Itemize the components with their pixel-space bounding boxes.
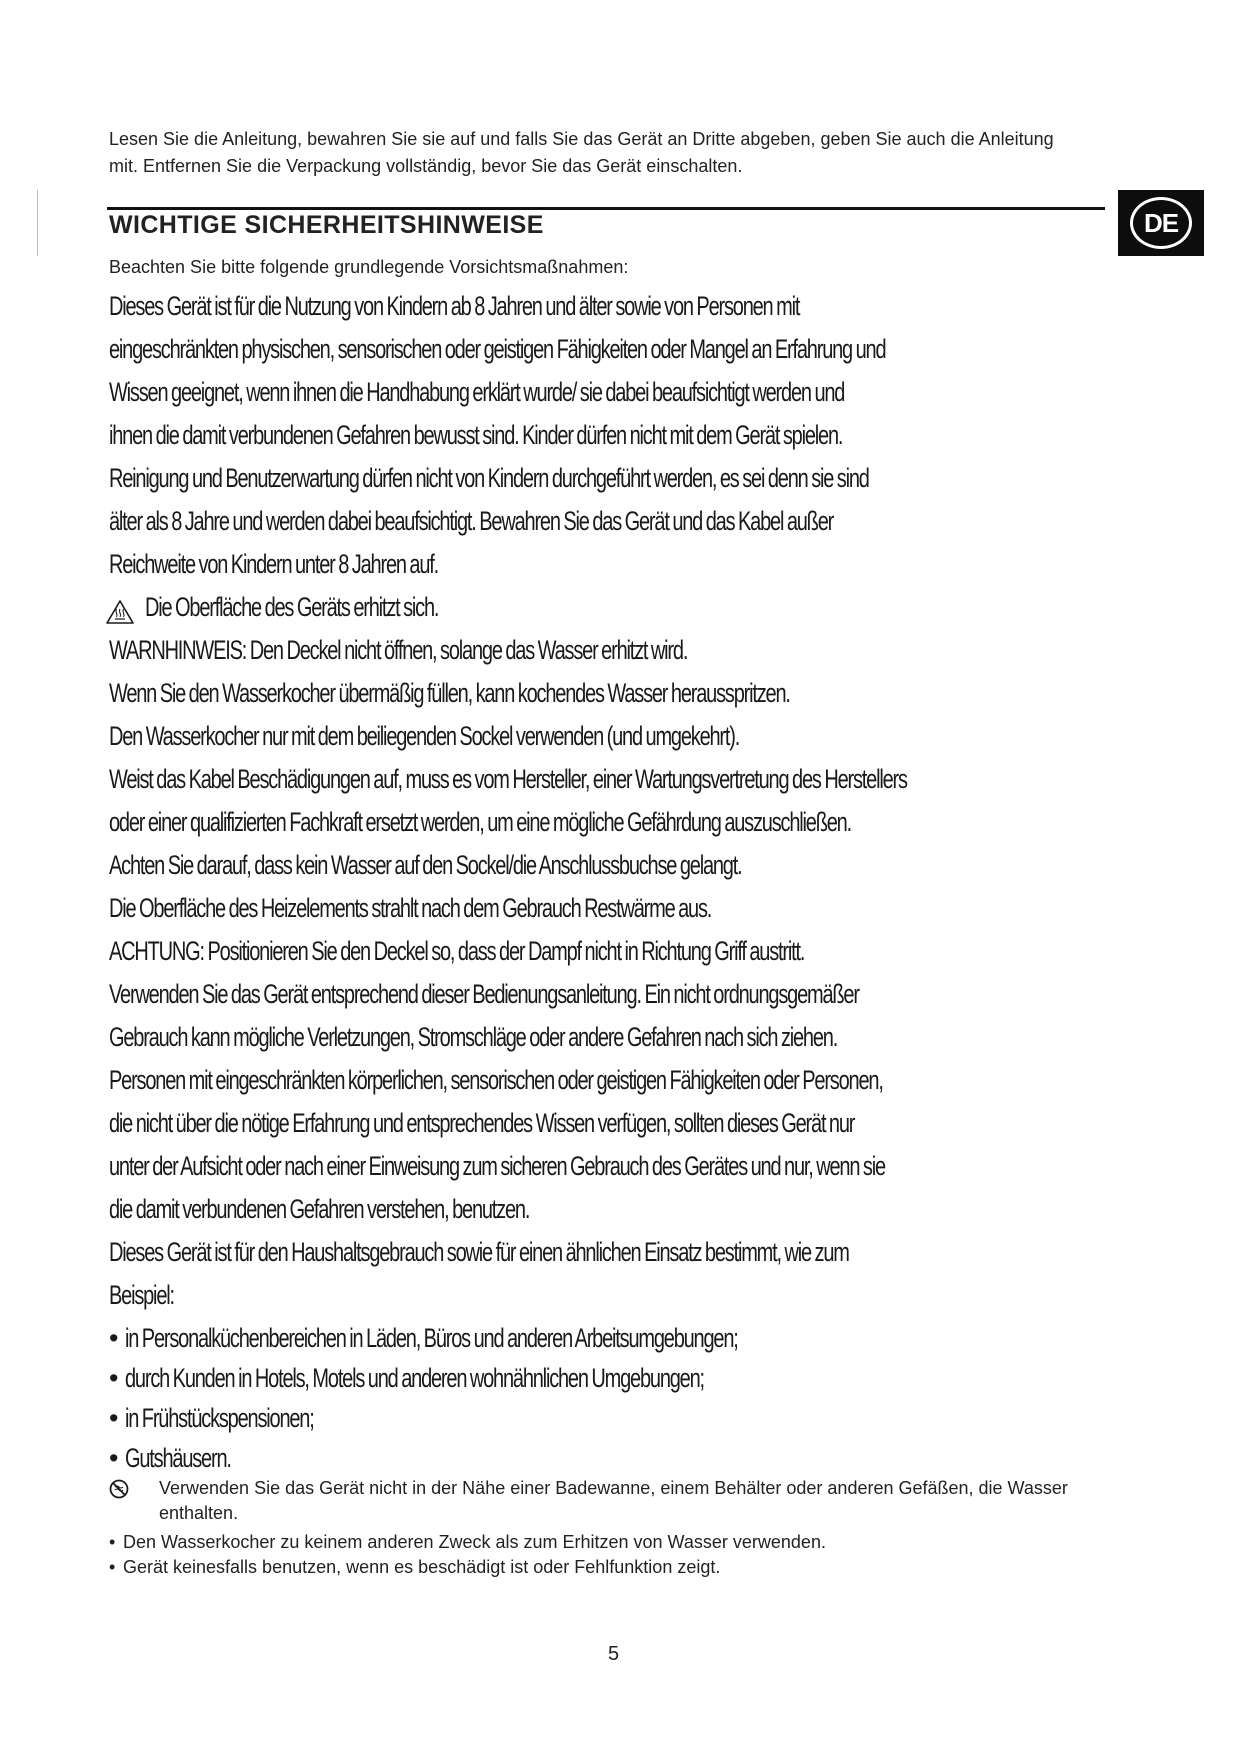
list-item [109,1317,1119,1357]
list-item [109,1437,1119,1477]
body-line: Den Wasserkocher nur mit dem beiliegenden Sockel verwenden (und umgekehrt). [109,721,740,751]
body-line: älter als 8 Jahre und werden dabei beaufsichtigt. Bewahren Sie das Gerät und das Kabel außer [109,506,834,536]
body-line: Beispiel: [109,1280,174,1310]
body-line: die damit verbundenen Gefahren verstehen, benutzen. [109,1194,530,1224]
body-line: Reichweite von Kindern unter 8 Jahren auf. [109,549,439,579]
bullet-icon: • [109,1323,117,1353]
list-item-text: in Personalküchenbereichen in Läden, Büros und anderen Arbeitsumgebungen; [125,1323,738,1353]
body-line: unter der Aufsicht oder nach einer Einweisung zum sicheren Gebrauch des Gerätes und nur, wenn sie [109,1151,885,1181]
body-line: eingeschränkten physischen, sensorischen oder geistigen Fähigkeiten oder Mangel an Erfahrung und [109,334,886,364]
language-badge [1118,190,1204,256]
body-line: oder einer qualifizierten Fachkraft ersetzt werden, um eine mögliche Gefährdung auszuschließen. [109,807,851,837]
language-badge-label: DE [1130,197,1192,249]
section-subheading: Beachten Sie bitte folgende grundlegende Vorsichtsmaßnahmen: [109,257,629,277]
body-line: Dieses Gerät ist für die Nutzung von Kindern ab 8 Jahren und älter sowie von Personen mit [109,291,800,321]
list-item [109,1555,1119,1580]
water-warning-line-1: Verwenden Sie das Gerät nicht in der Nähe einer Badewanne, einem Behälter oder anderen Gefäßen, die Wasser [159,1478,1068,1498]
bullet-icon: • [109,1403,117,1433]
margin-rule [37,190,38,256]
page-number: 5 [608,1643,620,1665]
body-line: Wenn Sie den Wasserkocher übermäßig füllen, kann kochendes Wasser herausspritzen. [109,678,790,708]
bullet-icon: • [109,1363,117,1393]
no-water-icon [109,1479,129,1499]
body-line: Die Oberfläche des Heizelements strahlt nach dem Gebrauch Restwärme aus. [109,893,712,923]
body-line: Dieses Gerät ist für den Haushaltsgebrauch sowie für einen ähnlichen Einsatz bestimmt, wie zum [109,1237,849,1267]
water-warning [109,1476,1119,1526]
body-line: ACHTUNG: Positionieren Sie den Deckel so, dass der Dampf nicht in Richtung Griff austritt. [109,936,805,966]
list-item-text: Den Wasserkocher zu keinem anderen Zweck als zum Erhitzen von Wasser verwenden. [123,1532,826,1552]
intro-line-1: Lesen Sie die Anleitung, bewahren Sie sie auf und falls Sie das Gerät an Dritte abgeben, geben Sie auch die Anleitung [109,129,1054,149]
list-item-text: durch Kunden in Hotels, Motels und anderen wohnähnlichen Umgebungen; [125,1363,704,1393]
list-item-text: Gerät keinesfalls benutzen, wenn es beschädigt ist oder Fehlfunktion zeigt. [123,1557,721,1577]
hot-surface-warning-text: Die Oberfläche des Geräts erhitzt sich. [145,592,439,622]
intro-text [109,126,1109,180]
hot-surface-warning [109,586,1119,629]
intro-line-2: mit. Entfernen Sie die Verpackung vollständig, bevor Sie das Gerät einschalten. [109,156,743,176]
body-line: Reinigung und Benutzerwartung dürfen nicht von Kindern durchgeführt werden, es sei denn sie sind [109,463,869,493]
hot-surface-warning-icon [105,595,135,621]
body-line: die nicht über die nötige Erfahrung und entsprechendes Wissen verfügen, sollten dieses Gerät nur [109,1108,855,1138]
body-line: Gebrauch kann mögliche Verletzungen, Stromschläge oder andere Gefahren nach sich ziehen. [109,1022,838,1052]
additional-warnings [109,1476,1119,1580]
bullet-icon: • [109,1532,116,1552]
list-item-text: Gutshäusern. [125,1443,231,1473]
body-line: Achten Sie darauf, dass kein Wasser auf den Sockel/die Anschlussbuchse gelangt. [109,850,742,880]
bullet-icon: • [109,1557,116,1577]
section-divider [107,207,1105,210]
body-line: Wissen geeignet, wenn ihnen die Handhabung erklärt wurde/ sie dabei beaufsichtigt werden und [109,377,845,407]
body-line: Weist das Kabel Beschädigungen auf, muss es vom Hersteller, einer Wartungsvertretung des Herstellers [109,764,907,794]
bullet-icon: • [109,1443,117,1473]
body-line: ihnen die damit verbundenen Gefahren bewusst sind. Kinder dürfen nicht mit dem Gerät spielen. [109,420,843,450]
body-line: Personen mit eingeschränkten körperlichen, sensorischen oder geistigen Fähigkeiten oder Personen, [109,1065,883,1095]
list-item-text: in Frühstückspensionen; [125,1403,314,1433]
list-item [109,1357,1119,1397]
section-heading: WICHTIGE SICHERHEITSHINWEISE [109,211,544,239]
safety-instructions [109,285,1119,1477]
list-item [109,1397,1119,1437]
body-line: WARNHINWEIS: Den Deckel nicht öffnen, solange das Wasser erhitzt wird. [109,635,688,665]
water-warning-line-2: enthalten. [159,1503,239,1523]
body-line: Verwenden Sie das Gerät entsprechend dieser Bedienungsanleitung. Ein nicht ordnungsgemäßer [109,979,859,1009]
list-item [109,1530,1119,1555]
